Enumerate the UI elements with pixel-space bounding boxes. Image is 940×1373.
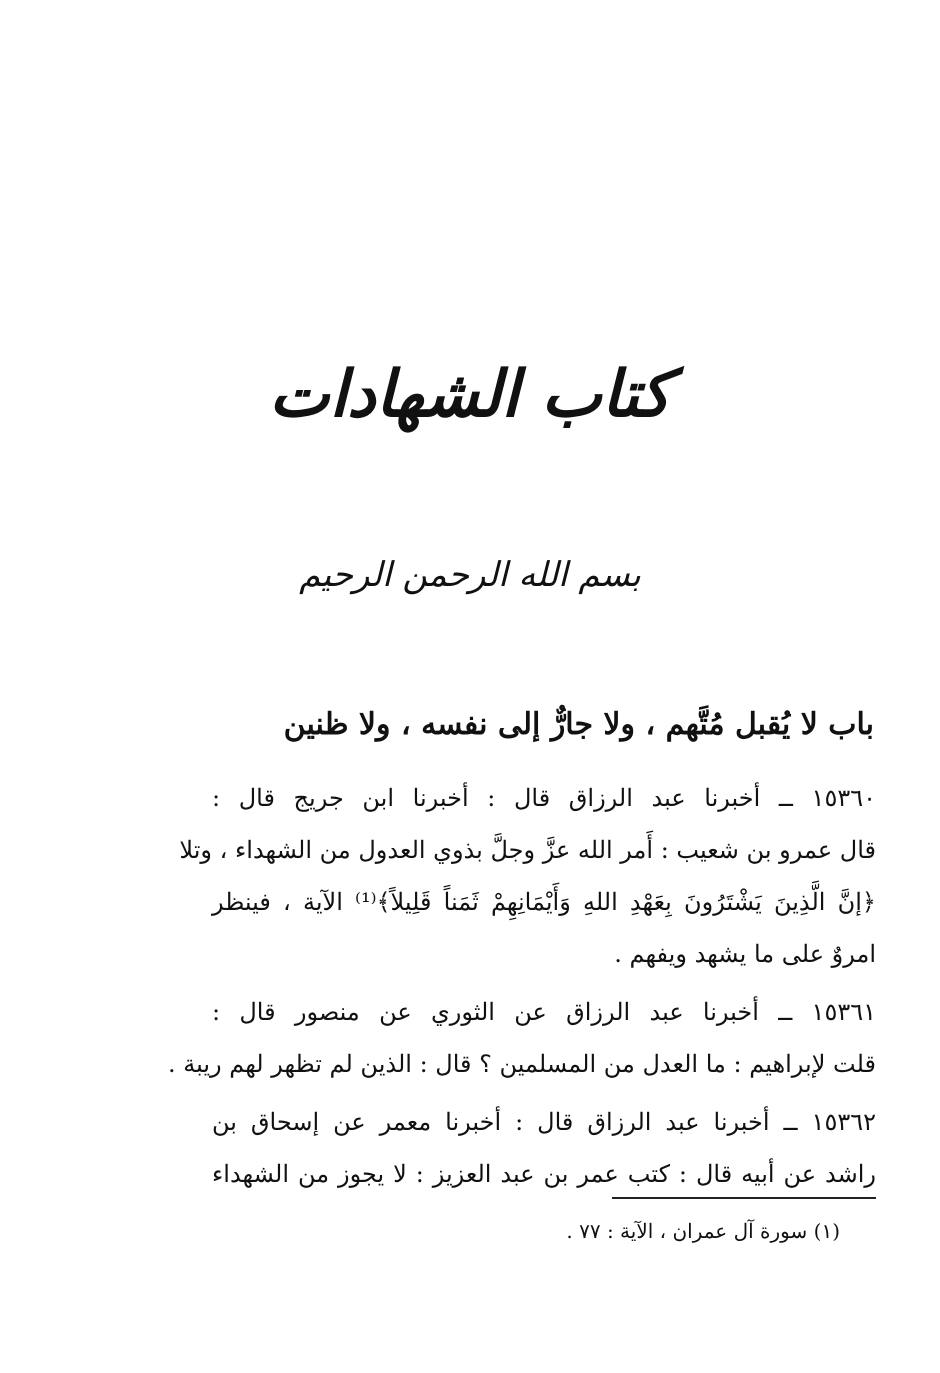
text-line: ١٥٣٦١ ــ أخبرنا عبد الرزاق عن الثوري عن منصور قال :: [212, 998, 876, 1026]
hadith-paragraph-15362: [212, 1096, 876, 1200]
basmala: بسم الله الرحمن الرحيم: [299, 555, 641, 595]
hadith-paragraph-15360: [179, 772, 876, 980]
footnote-divider: [612, 1197, 876, 1199]
book-title: كتاب الشهادات: [269, 357, 671, 432]
hadith-paragraph-15361: [167, 986, 876, 1090]
text-line: امروٌ على ما يشهد ويفهم .: [614, 940, 876, 968]
footnote: (١) سورة آل عمران ، الآية : ٧٧ .: [566, 1219, 840, 1243]
hadith-text: [167, 772, 876, 1200]
text-line: ١٥٣٦٠ ــ أخبرنا عبد الرزاق قال : أخبرنا ابن جريج قال :: [212, 784, 876, 812]
text-line: ﴿إنَّ الَّذِينَ يَشْتَرُونَ بِعَهْدِ اللهِ وَأَيْمَانِهِمْ ثَمَناً قَلِيلاً﴾⁽¹⁾ الآية ، فينظر: [212, 888, 876, 916]
chapter-heading: باب لا يُقبل مُتَّهم ، ولا جارٌّ إلى نفسه ، ولا ظنين: [283, 707, 874, 742]
text-line: راشد عن أبيه قال : كتب عمر بن عبد العزيز : لا يجوز من الشهداء: [212, 1160, 876, 1188]
text-line: قلت لإبراهيم : ما العدل من المسلمين ؟ قال : الذين لم تظهر لهم ريبة .: [167, 1050, 876, 1078]
text-line: ١٥٣٦٢ ــ أخبرنا عبد الرزاق قال : أخبرنا معمر عن إسحاق بن: [212, 1108, 876, 1136]
text-line: قال عمرو بن شعيب : أَمر الله عزَّ وجلَّ بذوي العدول من الشهداء ، وتلا: [179, 836, 876, 864]
